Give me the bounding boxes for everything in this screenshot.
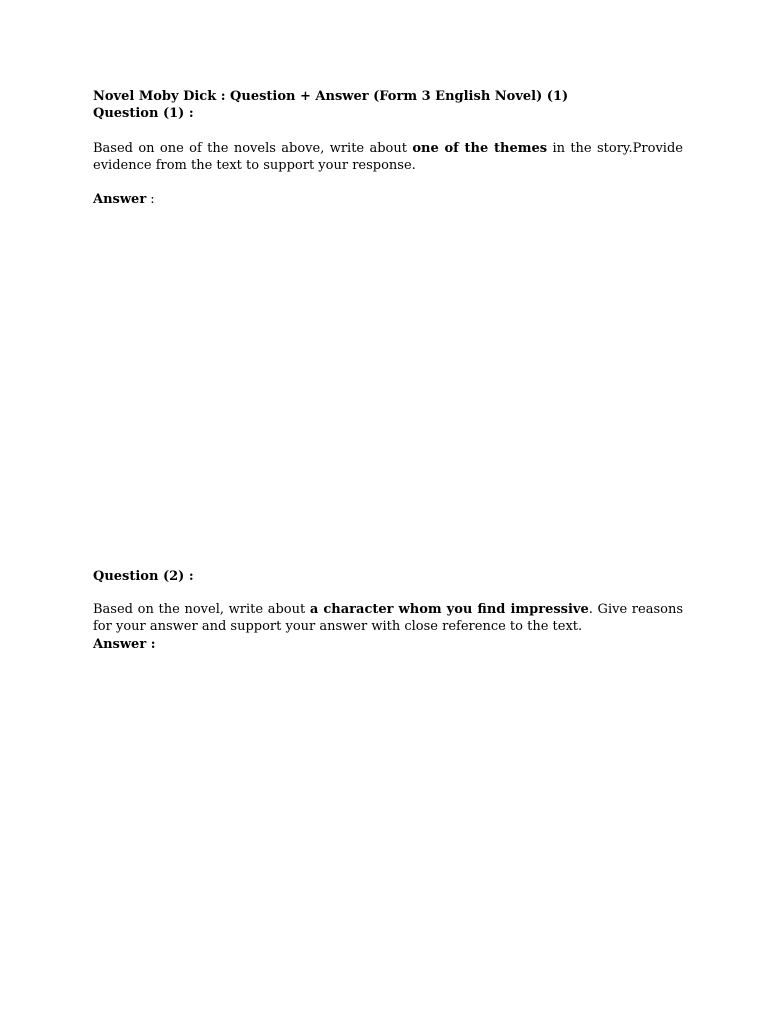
question-1-text-part: in the story.Provide evidence from the text to support your response. [93, 141, 683, 173]
answer-label-suffix: : [146, 192, 155, 207]
question-1-text-part: Based on one of the novels above, write about [93, 141, 413, 156]
answer-label-text: Answer [93, 192, 147, 207]
document-title: Novel Moby Dick : Question + Answer (Form 3 English Novel) (1) [93, 89, 569, 104]
question-1-text [93, 140, 683, 174]
answer-label-text: Answer : [93, 637, 156, 652]
question-2-heading: Question (2) : [93, 569, 194, 584]
question-2-text-part: . Give reasons for your answer and support your answer with close reference to the text. [93, 602, 684, 634]
question-2-text-part: Based on the novel, write about [93, 602, 310, 617]
question-2-text [93, 601, 683, 635]
question-1-answer-label [93, 191, 683, 208]
question-1-emphasis: one of the themes [412, 141, 548, 156]
question-1-heading: Question (1) : [93, 106, 194, 121]
document-page [93, 0, 683, 1024]
question-2-emphasis: a character whom you find impressive [309, 602, 589, 617]
question-2-answer-label [93, 636, 683, 653]
